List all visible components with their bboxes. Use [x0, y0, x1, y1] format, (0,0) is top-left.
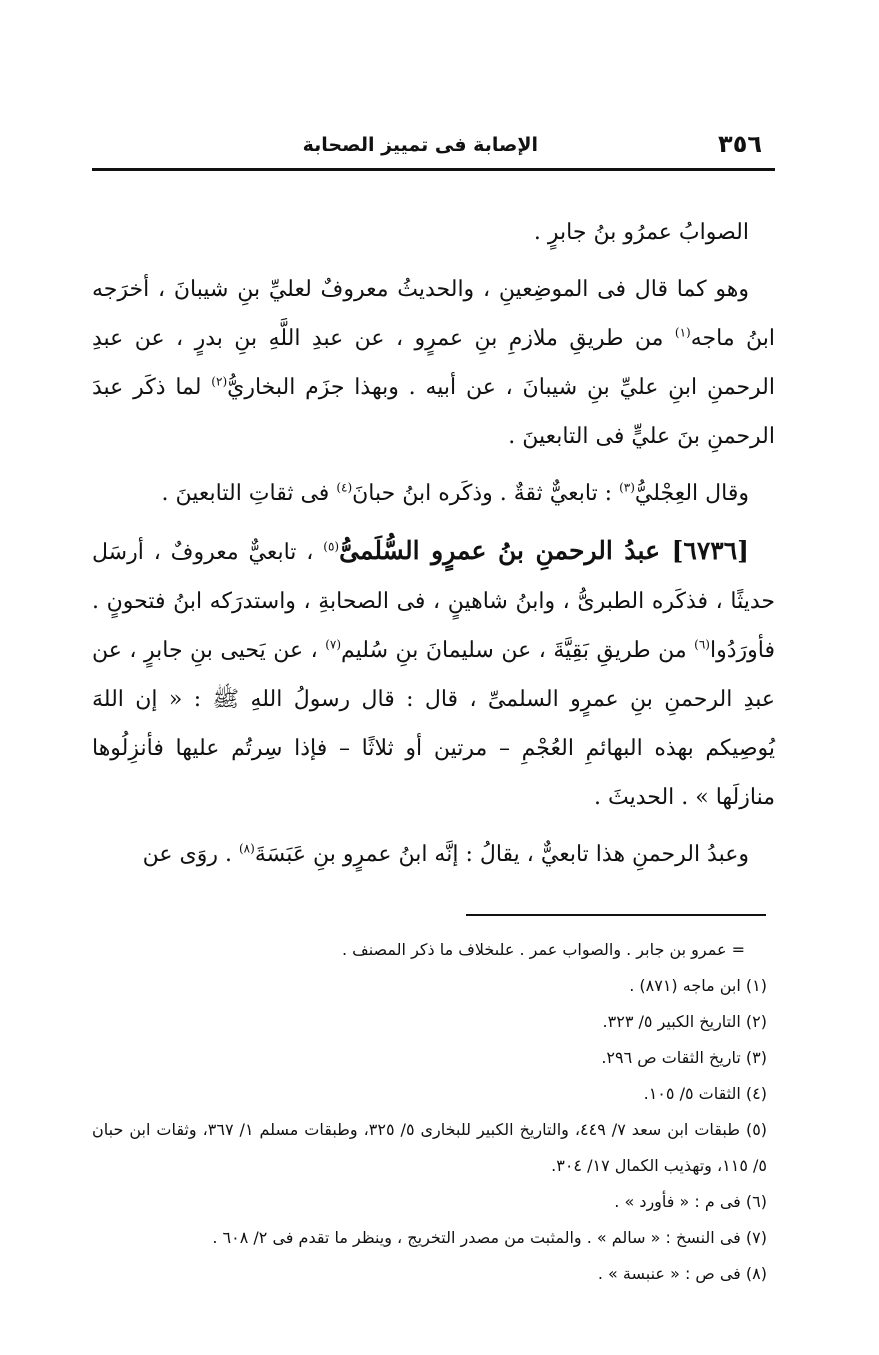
footnote-ref-4: (٤) [336, 480, 353, 495]
paragraph-2-text-a: وهو كما قال فى الموضِعينِ ، والحديثُ معروفٌ لعليِّ بنِ شيبانَ ، أخرَجه ابنُ ماجه [92, 277, 776, 351]
paragraph-1 [92, 208, 775, 257]
paragraph-2 [92, 265, 775, 461]
footnote-continuation: = عمرو بن جابر . والصواب عمر . علىخلاف ما ذكر المصنف . [341, 940, 745, 959]
page-number: ٣٥٦ [718, 130, 762, 158]
entry-text-b: من طريقِ بَقِيَّةَ ، عن سليمانَ بنِ سُليم [341, 638, 695, 663]
footnote-ref-2: (٢) [211, 374, 228, 389]
footnote-4: (٤) الثقات ٥/ ١٠٥. [643, 1084, 767, 1103]
entry-6736 [92, 526, 775, 822]
paragraph-5-text-b: . روَى عن [142, 842, 239, 867]
paragraph-3-text-a: وقال العِجْليُّ [634, 481, 749, 506]
paragraph-5-text-a: وعبدُ الرحمنِ هذا تابعيٌّ ، يقالُ : إنَّه ابنُ عمرٍو بنِ عَبَسَةَ [254, 842, 749, 867]
footnote-2: (٢) التاريخ الكبير ٥/ ٣٢٣. [602, 1012, 767, 1031]
footnote-ref-5: (٥) [323, 539, 340, 554]
header-rule [92, 168, 775, 171]
paragraph-3-text-b: : تابعيٌّ ثقةٌ . وذكَره ابنُ حبانَ [352, 481, 620, 506]
entry-number: [٦٧٣٦] [671, 536, 749, 565]
footnote-ref-7: (٧) [325, 637, 342, 652]
footnote-8: (٨) فى ص : « عنبسة » . [597, 1264, 767, 1283]
footnotes [92, 932, 775, 1292]
main-text [92, 208, 775, 887]
footnote-3: (٣) تاريخ الثقات ص ٢٩٦. [601, 1048, 767, 1067]
footnote-7: (٧) فى النسخ : « سالم » . والمثبت من مصدر التخريج ، وينظر ما تقدم فى ٢/ ٦٠٨ . [212, 1228, 767, 1247]
running-title: الإصابة فى تمييز الصحابة [302, 134, 538, 156]
paragraph-5 [92, 830, 775, 879]
paragraph-3-text-c: فى ثقاتِ التابعينَ . [161, 481, 337, 506]
footnote-ref-1: (١) [674, 325, 691, 340]
entry-text-a: ، تابعيٌّ معروفٌ ، أرسَل حديثًا ، فذكَره الطبرىُّ ، وابنُ شاهينٍ ، فى الصحابةِ ، واستدرَكه ابنُ فتحونٍ . فأورَدُوا [92, 540, 775, 663]
footnote-ref-8: (٨) [238, 841, 255, 856]
footnote-ref-3: (٣) [619, 480, 635, 495]
footnote-6: (٦) فى م : « فأورد » . [614, 1192, 767, 1211]
entry-text-c: ، عن يَحيى بنِ جابرٍ ، عن عبدِ الرحمنِ بنِ عمرٍو السلمىِّ ، قال : قال رسولُ اللهِ ﷺ : « إن اللهَ يُوصِيكم بهذه البهائمِ العُجْمِ – مرتين أو ثلاثًا – فإذا سِرتُم عليها فأنزِلُوها منازلَها » . الحديثَ . [92, 638, 775, 810]
paragraph-2-text-b: من طريقِ ملازمِ بنِ عمرٍو ، عن عبدِ اللَّهِ بنِ بدرٍ ، عن عبدِ الرحمنِ ابنِ عليِّ بنِ شيبانَ ، عن أبيه . وبهذا جزَم البخاريُّ [92, 326, 775, 400]
footnote-5: (٥) طبقات ابن سعد ٧/ ٤٤٩، والتاريخ الكبير للبخارى ٥/ ٣٢٥، وطبقات مسلم ١/ ٣٦٧، وثقات ابن حبان ٥/ ١١٥، وتهذيب الكمال ١٧/ ٣٠٤. [92, 1120, 768, 1175]
footnote-ref-6: (٦) [694, 637, 710, 652]
footnote-1: (١) ابن ماجه (٨٧١) . [629, 976, 767, 995]
page-header [90, 122, 770, 162]
paragraph-3 [92, 469, 775, 518]
paragraph-1-text: الصوابُ عمرُو بنُ جابرٍ . [533, 220, 749, 245]
paragraph-2-text-c: لما ذكَر عبدَ الرحمنِ بنَ عليٍّ فى التابعينَ . [92, 375, 775, 449]
entry-name: عبدُ الرحمنِ بنُ عمرٍو السُّلَمىُّ [339, 536, 672, 565]
footnote-rule [466, 914, 766, 916]
